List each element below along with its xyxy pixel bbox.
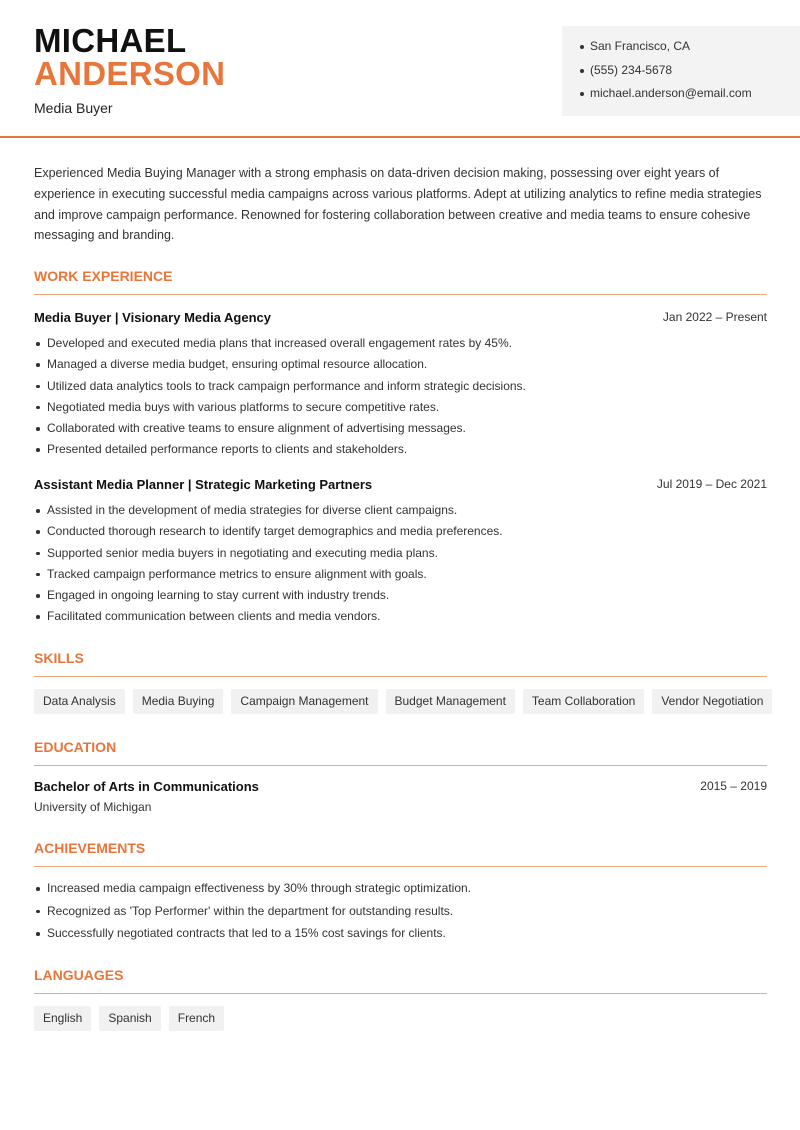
job-role: Media Buyer | Visionary Media Agency xyxy=(34,310,271,325)
job-header xyxy=(34,310,767,328)
education-header xyxy=(34,779,767,797)
list-item: Increased media campaign effectiveness by 30% through strategic optimization. xyxy=(34,880,767,903)
school: University of Michigan xyxy=(34,800,152,814)
last-name: ANDERSON xyxy=(34,55,226,92)
list-item: Tracked campaign performance metrics to ensure alignment with goals. xyxy=(34,566,767,587)
list-item: Engaged in ongoing learning to stay current with industry trends. xyxy=(34,587,767,608)
section-title-achievements: ACHIEVEMENTS xyxy=(34,840,767,867)
language-tag: English xyxy=(34,1006,91,1031)
skill-tag: Budget Management xyxy=(386,689,515,714)
list-item: Presented detailed performance reports to clients and stakeholders. xyxy=(34,441,767,462)
language-tag: Spanish xyxy=(99,1006,160,1031)
job-header xyxy=(34,477,767,495)
list-item: Assisted in the development of media strategies for diverse client campaigns. xyxy=(34,502,767,523)
skill-tag: Data Analysis xyxy=(34,689,125,714)
section-title-skills: SKILLS xyxy=(34,650,767,677)
degree: Bachelor of Arts in Communications xyxy=(34,779,259,794)
section-title-work: WORK EXPERIENCE xyxy=(34,268,767,295)
job-bullets xyxy=(34,335,767,463)
job-dates: Jan 2022 – Present xyxy=(662,310,767,324)
language-tag: French xyxy=(169,1006,224,1031)
skills-tags xyxy=(34,689,774,714)
section-title-languages: LANGUAGES xyxy=(34,967,767,994)
achievements-list xyxy=(34,880,767,948)
job-dates: Jul 2019 – Dec 2021 xyxy=(656,477,767,491)
list-item: Facilitated communication between clients and media vendors. xyxy=(34,608,767,629)
list-item: Recognized as 'Top Performer' within the department for outstanding results. xyxy=(34,903,767,926)
skill-tag: Team Collaboration xyxy=(523,689,644,714)
first-name: MICHAEL xyxy=(34,22,187,59)
contact-box xyxy=(562,26,800,116)
contact-phone: (555) 234-5678 xyxy=(580,62,800,86)
section-title-education: EDUCATION xyxy=(34,739,767,766)
list-item: Developed and executed media plans that increased overall engagement rates by 45%. xyxy=(34,335,767,356)
list-item: Supported senior media buyers in negotiating and executing media plans. xyxy=(34,545,767,566)
list-item: Negotiated media buys with various platforms to secure competitive rates. xyxy=(34,399,767,420)
contact-location: San Francisco, CA xyxy=(580,38,800,62)
contact-email[interactable]: michael.anderson@email.com xyxy=(580,85,800,109)
resume-header xyxy=(0,0,800,138)
job-role: Assistant Media Planner | Strategic Marketing Partners xyxy=(34,477,373,492)
list-item: Utilized data analytics tools to track campaign performance and inform strategic decisions. xyxy=(34,378,767,399)
skill-tag: Campaign Management xyxy=(231,689,377,714)
skill-tag: Vendor Negotiation xyxy=(652,689,772,714)
job-title: Media Buyer xyxy=(34,100,113,116)
skill-tag: Media Buying xyxy=(133,689,224,714)
list-item: Successfully negotiated contracts that led to a 15% cost savings for clients. xyxy=(34,925,767,948)
language-tags xyxy=(34,1006,774,1031)
list-item: Collaborated with creative teams to ensure alignment of advertising messages. xyxy=(34,420,767,441)
summary: Experienced Media Buying Manager with a strong emphasis on data-driven decision making, possessing over eight years of experience in executing successful media campaigns across various platforms. Adept at utilizing analytics to refine media strategies and improve campaign performance. Renowned for fostering collaboration between creative and media teams to ensure cohesive messaging and branding. xyxy=(34,166,762,243)
list-item: Conducted thorough research to identify target demographics and media preferences. xyxy=(34,523,767,544)
education-dates: 2015 – 2019 xyxy=(700,779,767,793)
list-item: Managed a diverse media budget, ensuring optimal resource allocation. xyxy=(34,356,767,377)
job-bullets xyxy=(34,502,767,630)
